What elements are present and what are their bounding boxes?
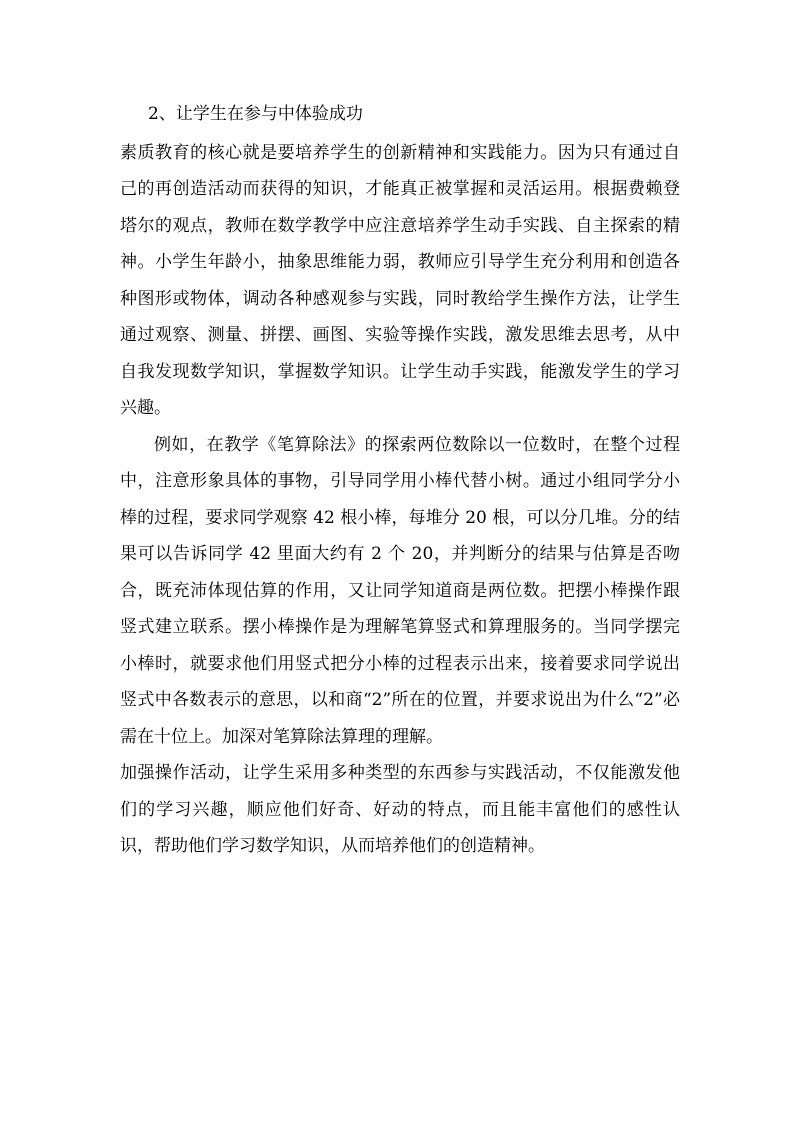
section-heading: 2、让学生在参与中体验成功 [148, 104, 363, 124]
document-body [120, 96, 680, 865]
paragraph-example-written-division: 例如，在教学《笔算除法》的探索两位数除以一位数时，在整个过程中，注意形象具体的事物，引导同学用小棒代替小树。通过小组同学分小棒的过程，要求同学观察 42 根小棒，每堆分 20 根，可以分几堆。分的结果可以告诉同学 42 里面大约有 2 个 20，并判断分的结果与估算是否吻合，既充沛体现估算的作用，又让同学知道商是两位数。把摆小棒操作跟竖式建立联系。摆小棒操作是为理解笔算竖式和算理服务的。当同学摆完小棒时，就要求他们用竖式把分小棒的过程表示出来，接着要求同学说出竖式中各数表示的意思，以和商“2”所在的位置，并要求说出为什么“2”必需在十位上。加深对笔算除法算理的理解。 [120, 434, 680, 747]
paragraph-core-of-quality-education: 素质教育的核心就是要培养学生的创新精神和实践能力。因为只有通过自己的再创造活动而获得的知识，才能真正被掌握和灵活运用。根据费赖登塔尔的观点，教师在数学教学中应注意培养学生动手实践、自主探索的精神。小学生年龄小，抽象思维能力弱，教师应引导学生充分利用和创造各种图形或物体，调动各种感观参与实践，同时教给学生操作方法，让学生通过观察、测量、拼摆、画图、实验等操作实践，激发思维去思考，从中自我发现数学知识，掌握数学知识。让学生动手实践，能激发学生的学习兴趣。 [120, 142, 680, 418]
paragraph-strengthen-operation-activities: 加强操作活动，让学生采用多种类型的东西参与实践活动，不仅能激发他们的学习兴趣，顺应他们好奇、好动的特点，而且能丰富他们的感性认识，帮助他们学习数学知识，从而培养他们的创造精神。 [120, 763, 680, 856]
